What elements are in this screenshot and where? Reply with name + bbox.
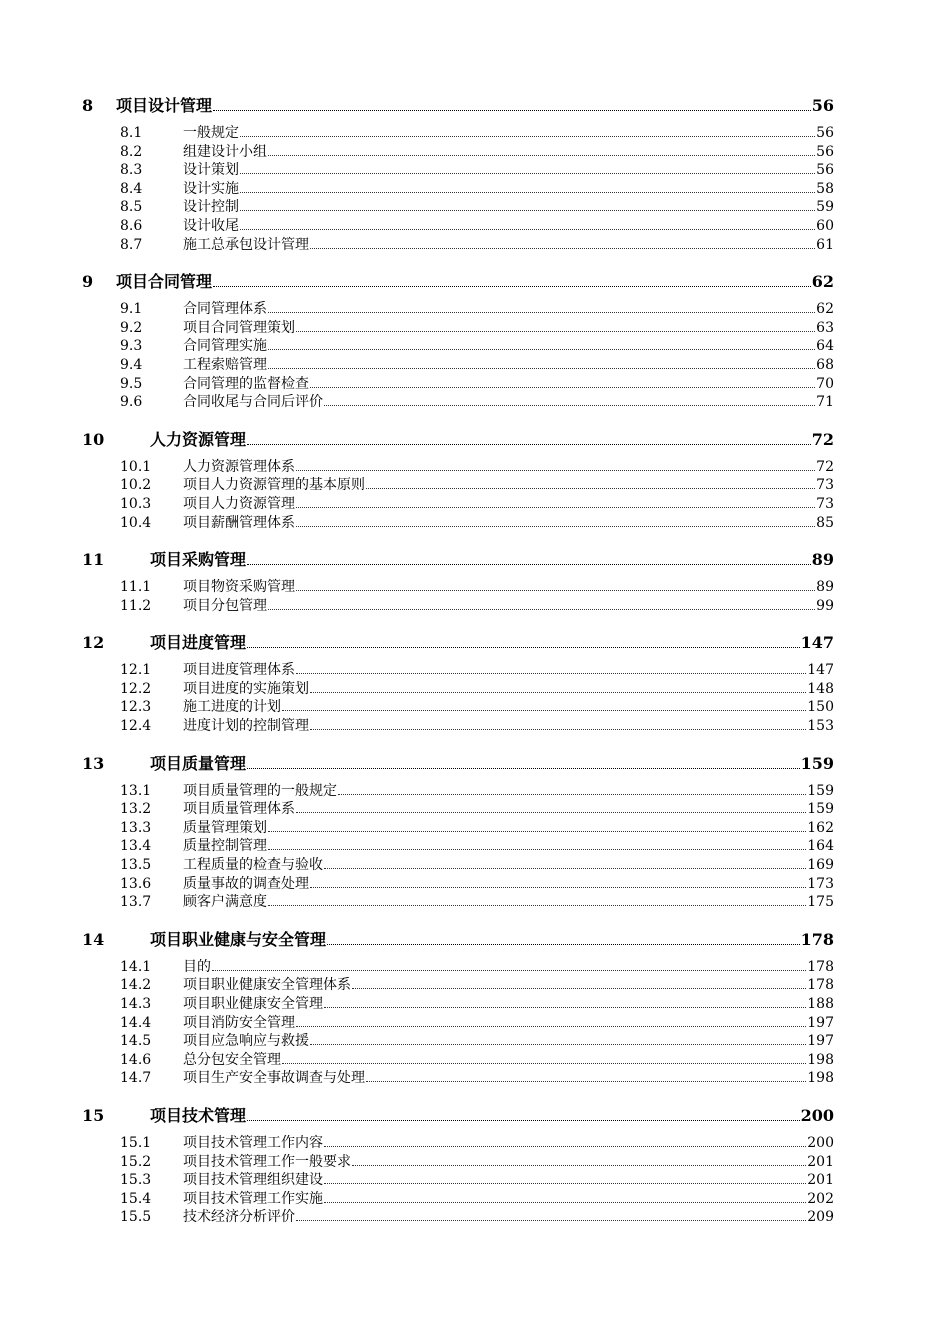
chapter-number: 12 — [82, 633, 105, 653]
toc-chapter — [82, 548, 834, 615]
toc-section-entry[interactable] — [82, 995, 834, 1014]
toc-chapter — [82, 928, 834, 1088]
toc-section-entry[interactable] — [82, 495, 834, 514]
section-list — [82, 300, 834, 412]
section-page-number: 153 — [807, 718, 834, 735]
toc-section-entry[interactable] — [82, 800, 834, 819]
section-title: 人力资源管理体系 — [183, 458, 295, 475]
toc-chapter — [82, 1104, 834, 1227]
section-list — [82, 124, 834, 254]
section-title: 项目技术管理工作一般要求 — [183, 1153, 351, 1170]
toc-chapter-entry[interactable] — [82, 631, 834, 655]
dot-leader — [324, 1007, 806, 1008]
chapter-title: 项目合同管理 — [116, 272, 213, 292]
section-number: 9.4 — [120, 356, 143, 373]
dot-leader — [296, 1026, 806, 1027]
chapter-page-number: 200 — [800, 1105, 834, 1125]
toc-section-entry[interactable] — [82, 319, 834, 338]
section-page-number: 201 — [807, 1153, 834, 1170]
section-number: 13.4 — [120, 838, 152, 855]
chapter-number: 11 — [82, 550, 105, 570]
section-page-number: 56 — [816, 143, 834, 160]
section-number: 15.2 — [120, 1153, 152, 1170]
section-title: 项目技术管理工作内容 — [183, 1134, 323, 1151]
dot-leader — [247, 768, 800, 769]
dot-leader — [268, 609, 815, 610]
section-title: 总分包安全管理 — [183, 1051, 281, 1068]
section-page-number: 73 — [816, 477, 834, 494]
section-page-number: 162 — [807, 819, 834, 836]
section-number: 11.2 — [120, 597, 152, 614]
section-number: 14.3 — [120, 996, 152, 1012]
dot-leader — [268, 849, 806, 850]
section-page-number: 198 — [807, 1051, 834, 1068]
dot-leader — [310, 692, 806, 693]
section-page-number: 85 — [816, 514, 834, 531]
section-title: 质量事故的调查处理 — [183, 875, 309, 892]
section-title: 项目物资采购管理 — [183, 579, 295, 596]
chapter-title: 项目进度管理 — [150, 633, 247, 653]
toc-section-entry[interactable] — [82, 337, 834, 356]
section-title: 顾客户满意度 — [183, 894, 267, 911]
section-page-number: 178 — [807, 958, 834, 975]
dot-leader — [310, 729, 806, 730]
toc-section-entry[interactable] — [82, 1032, 834, 1051]
toc-chapter-entry[interactable] — [82, 928, 834, 952]
section-number: 9.5 — [120, 375, 143, 392]
section-list — [82, 782, 834, 912]
dot-leader — [268, 368, 815, 369]
section-title: 质量控制管理 — [183, 838, 267, 855]
dot-leader — [296, 526, 815, 527]
chapter-number: 14 — [82, 929, 105, 949]
toc-chapter — [82, 428, 834, 532]
section-page-number: 202 — [807, 1190, 834, 1207]
section-title: 项目职业健康安全管理 — [183, 996, 323, 1012]
section-page-number: 64 — [816, 338, 834, 355]
toc-section-entry[interactable] — [82, 1190, 834, 1209]
section-page-number: 159 — [807, 782, 834, 799]
section-title: 项目技术管理工作实施 — [183, 1190, 323, 1207]
toc-chapter-entry[interactable] — [82, 428, 834, 452]
toc-section-entry[interactable] — [82, 375, 834, 394]
dot-leader — [212, 970, 806, 971]
section-page-number: 178 — [807, 977, 834, 994]
section-title: 技术经济分析评价 — [183, 1209, 295, 1226]
table-of-contents — [82, 94, 834, 1243]
dot-leader — [240, 192, 815, 193]
section-title: 合同管理的监督检查 — [183, 375, 309, 392]
section-title: 项目质量管理体系 — [183, 801, 295, 818]
section-number: 9.3 — [120, 338, 143, 355]
toc-chapter — [82, 631, 834, 735]
toc-section-entry[interactable] — [82, 597, 834, 616]
toc-section-entry[interactable] — [82, 875, 834, 894]
chapter-page-number: 159 — [800, 753, 834, 773]
section-number: 14.6 — [120, 1051, 152, 1068]
section-page-number: 58 — [816, 180, 834, 197]
section-title: 一般规定 — [183, 125, 239, 141]
section-list — [82, 578, 834, 615]
section-title: 合同管理实施 — [183, 338, 267, 355]
section-number: 8.7 — [120, 236, 143, 253]
section-title: 项目薪酬管理体系 — [183, 514, 295, 531]
dot-leader — [240, 229, 815, 230]
section-title: 项目应急响应与救援 — [183, 1033, 309, 1050]
section-number: 14.4 — [120, 1014, 152, 1031]
chapter-number: 13 — [82, 753, 105, 773]
section-number: 13.7 — [120, 894, 152, 911]
dot-leader — [268, 312, 815, 313]
dot-leader — [296, 1220, 806, 1221]
section-title: 工程质量的检查与验收 — [183, 857, 323, 874]
dot-leader — [296, 507, 815, 508]
toc-section-entry[interactable] — [82, 198, 834, 217]
dot-leader — [327, 944, 800, 945]
dot-leader — [310, 387, 815, 388]
chapter-page-number: 62 — [811, 272, 834, 292]
section-number: 12.3 — [120, 699, 152, 716]
dot-leader — [268, 155, 815, 156]
section-title: 设计实施 — [183, 180, 239, 197]
section-page-number: 72 — [816, 458, 834, 475]
toc-section-entry[interactable] — [82, 782, 834, 801]
toc-section-entry[interactable] — [82, 458, 834, 477]
toc-section-entry[interactable] — [82, 1069, 834, 1088]
section-number: 8.6 — [120, 217, 143, 234]
dot-leader — [240, 173, 815, 174]
toc-section-entry[interactable] — [82, 976, 834, 995]
dot-leader — [310, 248, 815, 249]
section-title: 进度计划的控制管理 — [183, 718, 309, 735]
section-title: 质量管理策划 — [183, 819, 267, 836]
section-page-number: 188 — [807, 996, 834, 1012]
toc-section-entry[interactable] — [82, 476, 834, 495]
section-page-number: 173 — [807, 875, 834, 892]
chapter-page-number: 72 — [811, 429, 834, 449]
dot-leader — [310, 1044, 806, 1045]
section-page-number: 148 — [807, 680, 834, 697]
toc-section-entry[interactable] — [82, 393, 834, 412]
section-number: 10.4 — [120, 514, 152, 531]
section-number: 13.6 — [120, 875, 152, 892]
chapter-number: 10 — [82, 429, 105, 449]
dot-leader — [240, 136, 815, 137]
dot-leader — [296, 331, 815, 332]
section-page-number: 61 — [816, 236, 834, 253]
section-title: 设计策划 — [183, 162, 239, 179]
section-list — [82, 458, 834, 532]
section-page-number: 71 — [816, 394, 834, 411]
toc-section-entry[interactable] — [82, 819, 834, 838]
toc-section-entry[interactable] — [82, 1134, 834, 1153]
section-number: 14.5 — [120, 1033, 152, 1050]
section-title: 施工总承包设计管理 — [183, 236, 309, 253]
toc-section-entry[interactable] — [82, 837, 834, 856]
dot-leader — [282, 1063, 806, 1064]
section-number: 15.5 — [120, 1209, 152, 1226]
toc-section-entry[interactable] — [82, 856, 834, 875]
section-title: 项目进度的实施策划 — [183, 680, 309, 697]
toc-section-entry[interactable] — [82, 217, 834, 236]
section-title: 项目质量管理的一般规定 — [183, 782, 337, 799]
dot-leader — [247, 647, 800, 648]
toc-section-entry[interactable] — [82, 1051, 834, 1070]
section-title: 项目人力资源管理的基本原则 — [183, 477, 365, 494]
section-title: 目的 — [183, 958, 211, 975]
toc-section-entry[interactable] — [82, 300, 834, 319]
section-page-number: 63 — [816, 319, 834, 336]
section-number: 12.1 — [120, 662, 152, 679]
section-page-number: 73 — [816, 495, 834, 512]
dot-leader — [247, 444, 811, 445]
chapter-title: 项目设计管理 — [116, 96, 213, 115]
dot-leader — [282, 710, 806, 711]
toc-section-entry[interactable] — [82, 143, 834, 162]
toc-chapter — [82, 270, 834, 412]
toc-section-entry[interactable] — [82, 356, 834, 375]
section-page-number: 68 — [816, 356, 834, 373]
section-number: 8.4 — [120, 180, 143, 197]
toc-section-entry[interactable] — [82, 1153, 834, 1172]
section-title: 项目人力资源管理 — [183, 495, 295, 512]
dot-leader — [296, 590, 815, 591]
section-page-number: 99 — [816, 597, 834, 614]
section-page-number: 62 — [816, 301, 834, 318]
section-number: 13.1 — [120, 782, 152, 799]
section-number: 15.4 — [120, 1190, 152, 1207]
dot-leader — [268, 349, 815, 350]
section-page-number: 197 — [807, 1014, 834, 1031]
toc-section-entry[interactable] — [82, 180, 834, 199]
chapter-title: 项目采购管理 — [150, 550, 247, 570]
section-page-number: 198 — [807, 1070, 834, 1087]
section-number: 10.2 — [120, 477, 152, 494]
toc-section-entry[interactable] — [82, 161, 834, 180]
section-number: 9.1 — [120, 301, 143, 318]
section-number: 12.2 — [120, 680, 152, 697]
section-page-number: 169 — [807, 857, 834, 874]
dot-leader — [296, 470, 815, 471]
section-title: 设计收尾 — [183, 217, 239, 234]
toc-section-entry[interactable] — [82, 1171, 834, 1190]
section-title: 项目合同管理策划 — [183, 319, 295, 336]
dot-leader — [247, 1120, 800, 1121]
chapter-title: 人力资源管理 — [150, 429, 247, 449]
section-page-number: 209 — [807, 1209, 834, 1226]
dot-leader — [213, 286, 811, 287]
section-page-number: 197 — [807, 1033, 834, 1050]
dot-leader — [352, 988, 806, 989]
chapter-page-number: 147 — [800, 633, 834, 653]
toc-section-entry[interactable] — [82, 1014, 834, 1033]
dot-leader — [247, 564, 811, 565]
toc-section-entry[interactable] — [82, 893, 834, 912]
section-title: 项目消防安全管理 — [183, 1014, 295, 1031]
section-list — [82, 661, 834, 735]
dot-leader — [324, 405, 815, 406]
section-page-number: 70 — [816, 375, 834, 392]
section-title: 合同管理体系 — [183, 301, 267, 318]
section-number: 8.2 — [120, 143, 143, 160]
section-number: 14.1 — [120, 958, 152, 975]
dot-leader — [310, 887, 806, 888]
dot-leader — [324, 1183, 806, 1184]
section-title: 项目分包管理 — [183, 597, 267, 614]
dot-leader — [366, 1081, 806, 1082]
section-title: 项目技术管理组织建设 — [183, 1172, 323, 1189]
dot-leader — [324, 1146, 806, 1147]
chapter-number: 8 — [82, 96, 94, 115]
toc-chapter-entry[interactable] — [82, 752, 834, 776]
section-page-number: 164 — [807, 838, 834, 855]
section-page-number: 175 — [807, 894, 834, 911]
dot-leader — [352, 1165, 806, 1166]
section-number: 12.4 — [120, 718, 152, 735]
dot-leader — [268, 831, 806, 832]
section-number: 8.1 — [120, 125, 143, 141]
toc-section-entry[interactable] — [82, 578, 834, 597]
toc-section-entry[interactable] — [82, 958, 834, 977]
dot-leader — [324, 1202, 806, 1203]
section-page-number: 201 — [807, 1172, 834, 1189]
section-number: 10.3 — [120, 495, 152, 512]
section-title: 项目进度管理体系 — [183, 662, 295, 679]
toc-chapter — [82, 94, 834, 254]
dot-leader — [213, 110, 811, 111]
chapter-title: 项目技术管理 — [150, 1105, 247, 1125]
toc-section-entry[interactable] — [82, 717, 834, 736]
chapter-title: 项目职业健康与安全管理 — [150, 929, 327, 949]
toc-section-entry[interactable] — [82, 124, 834, 143]
toc-section-entry[interactable] — [82, 680, 834, 699]
toc-section-entry[interactable] — [82, 236, 834, 255]
section-page-number: 147 — [807, 662, 834, 679]
dot-leader — [268, 905, 806, 906]
section-number: 14.2 — [120, 977, 152, 994]
section-number: 8.3 — [120, 162, 143, 179]
section-title: 组建设计小组 — [183, 143, 267, 160]
section-title: 施工进度的计划 — [183, 699, 281, 716]
section-page-number: 56 — [816, 125, 834, 141]
section-number: 9.6 — [120, 394, 143, 411]
section-page-number: 59 — [816, 199, 834, 216]
section-list — [82, 1134, 834, 1227]
dot-leader — [296, 812, 806, 813]
dot-leader — [296, 673, 806, 674]
toc-section-entry[interactable] — [82, 698, 834, 717]
section-number: 15.3 — [120, 1172, 152, 1189]
section-number: 8.5 — [120, 199, 143, 216]
toc-section-entry[interactable] — [82, 661, 834, 680]
section-number: 9.2 — [120, 319, 143, 336]
dot-leader — [324, 868, 806, 869]
section-title: 工程索赔管理 — [183, 356, 267, 373]
section-list — [82, 958, 834, 1088]
section-title: 设计控制 — [183, 199, 239, 216]
dot-leader — [366, 488, 815, 489]
toc-chapter-entry[interactable] — [82, 548, 834, 572]
toc-chapter — [82, 752, 834, 912]
chapter-number: 9 — [82, 272, 94, 292]
chapter-number: 15 — [82, 1105, 105, 1125]
section-number: 11.1 — [120, 579, 152, 596]
chapter-page-number: 89 — [811, 550, 834, 570]
section-number: 13.3 — [120, 819, 152, 836]
chapter-page-number: 178 — [800, 929, 834, 949]
section-number: 10.1 — [120, 458, 152, 475]
toc-chapter-entry[interactable] — [82, 270, 834, 294]
section-page-number: 60 — [816, 217, 834, 234]
dot-leader — [338, 794, 806, 795]
dot-leader — [240, 210, 815, 211]
chapter-page-number: 56 — [811, 96, 834, 115]
toc-section-entry[interactable] — [82, 514, 834, 533]
toc-section-entry[interactable] — [82, 1208, 834, 1227]
section-title: 项目职业健康安全管理体系 — [183, 977, 351, 994]
toc-chapter-entry[interactable] — [82, 1104, 834, 1128]
section-number: 14.7 — [120, 1070, 152, 1087]
section-page-number: 150 — [807, 699, 834, 716]
section-number: 13.2 — [120, 801, 152, 818]
section-page-number: 56 — [816, 162, 834, 179]
toc-chapter-entry[interactable] — [82, 94, 834, 118]
section-page-number: 89 — [816, 579, 834, 596]
section-number: 13.5 — [120, 857, 152, 874]
section-number: 15.1 — [120, 1134, 152, 1151]
section-title: 项目生产安全事故调查与处理 — [183, 1070, 365, 1087]
section-page-number: 200 — [807, 1134, 834, 1151]
section-page-number: 159 — [807, 801, 834, 818]
chapter-title: 项目质量管理 — [150, 753, 247, 773]
section-title: 合同收尾与合同后评价 — [183, 394, 323, 411]
